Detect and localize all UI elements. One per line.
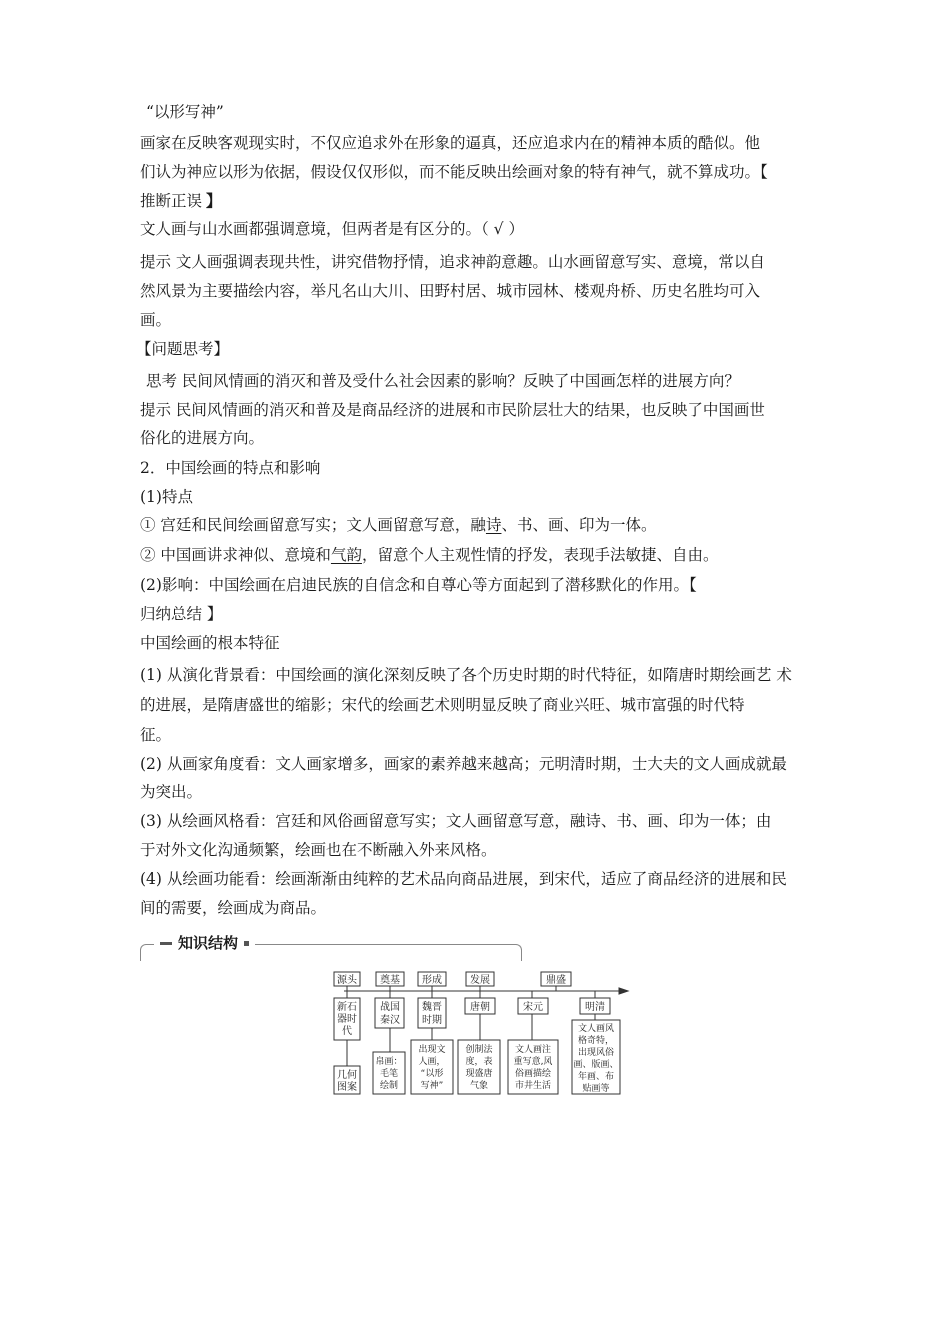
subheading: 中国绘画的根本特征 — [140, 634, 280, 652]
detail-label: 帛画： — [375, 1057, 403, 1067]
paragraph-line: (2) 从画家角度看：文人画家增多，画家的素养越来越高；元明清时期，士大夫的文人画成就最 — [140, 755, 787, 773]
period-label: 战国 — [380, 1002, 400, 1013]
paragraph-line: (1) 从演化背景看：中国绘画的演化深刻反映了各个历史时期的时代特征，如隋唐时期绘画艺 术 — [140, 666, 792, 684]
paragraph-line: 为突出。 — [140, 783, 203, 801]
detail-label: 市井生活 — [514, 1081, 552, 1091]
statement-line: 文人画与山水画都强调意境，但两者是有区分的。（ √ ） — [140, 220, 524, 238]
period-label: 宋元 — [523, 1002, 543, 1013]
list-item-text: ① 宫廷和民间绘画留意写实；文人画留意写意，融 — [140, 516, 486, 534]
period-label: 明清 — [585, 1002, 605, 1013]
stage-label: 形成 — [422, 975, 442, 986]
paragraph-line: 提示 文人画强调表现共性，讲究借物抒情，追求神韵意趣。山水画留意写实、意境，常以自 — [140, 253, 765, 271]
underlined-word: 气韵 — [330, 546, 362, 564]
detail-label: 贴画等 — [582, 1084, 610, 1094]
paragraph-line: 们认为神应以形为依据，假设仅仅形似，而不能反映出绘画对象的特有神气，就不算成功。【 — [140, 163, 768, 181]
detail-label: 写神” — [420, 1081, 444, 1091]
period-label: 新石 — [337, 1002, 357, 1013]
section-heading: 2．中国绘画的特点和影响 — [140, 459, 321, 477]
bracket-close: 】 — [206, 191, 222, 210]
label-judgment-text: 推断正误 — [140, 192, 203, 210]
period-label: 唐朝 — [470, 1002, 490, 1013]
detail-label: 毛笔 — [379, 1069, 399, 1079]
heading-yi-xing-xie-shen: “以形写神” — [146, 103, 224, 121]
list-item-text: 、书、画、印为一体。 — [501, 516, 657, 534]
detail-label: 度，表 — [465, 1057, 493, 1067]
period-label: 秦汉 — [380, 1015, 400, 1026]
detail-label: 现盛唐 — [465, 1069, 493, 1079]
detail-label: 文人画风 — [577, 1024, 615, 1034]
paragraph-line: 征。 — [140, 726, 172, 744]
detail-label: 年画、布 — [577, 1072, 615, 1082]
paragraph-line: 间的需要，绘画成为商品。 — [140, 899, 327, 917]
paragraph-line: (3) 从绘画风格看：宫廷和风俗画留意写实；文人画留意写意，融诗、书、画、印为一体；由 — [140, 812, 772, 830]
detail-label: 重写意,风 — [513, 1057, 553, 1067]
paragraph-line: 于对外文化沟通频繁，绘画也在不断融入外来风格。 — [140, 841, 497, 859]
paragraph-line: 画。 — [140, 311, 172, 329]
paragraph-line: 俗化的进展方向。 — [140, 429, 265, 447]
subheading: (1)特点 — [140, 488, 193, 506]
label-summary: 归纳总结 】 — [140, 605, 223, 623]
detail-label: 几何 — [337, 1070, 357, 1081]
detail-label: 图案 — [337, 1082, 357, 1093]
paragraph-line: 思考 民间风情画的消灭和普及受什么社会因素的影响？反映了中国画怎样的进展方向？ — [146, 372, 740, 390]
detail-label: 出现文 — [418, 1045, 446, 1055]
list-item-text: ，留意个人主观性情的抒发，表现手法敏捷、自由。 — [361, 546, 719, 564]
period-label: 时期 — [422, 1015, 442, 1026]
detail-label: 文人画注 — [514, 1045, 552, 1055]
period-label: 代 — [342, 1026, 352, 1037]
paragraph-line: 的进展，是隋唐盛世的缩影；宋代的绘画艺术则明显反映了商业兴旺、城市富强的时代特 — [140, 696, 745, 714]
timeline-arrowhead — [619, 988, 628, 994]
underlined-word: 诗 — [485, 516, 502, 534]
detail-label: 创制法 — [465, 1045, 493, 1055]
paragraph-line: (2)影响：中国绘画在启迪民族的自信念和自尊心等方面起到了潜移默化的作用。【 — [140, 576, 697, 594]
stage-label: 发展 — [470, 975, 490, 986]
detail-label: 气象 — [469, 1081, 489, 1091]
period-label: 魏晋 — [422, 1002, 442, 1013]
detail-label: 绘制 — [379, 1081, 399, 1091]
detail-label: 画、版画、 — [573, 1060, 619, 1070]
stage-label: 源头 — [337, 975, 357, 986]
stage-label: 奠基 — [380, 975, 400, 986]
paragraph-line: (4) 从绘画功能看：绘画渐渐由纯粹的艺术品向商品进展，到宋代，适应了商品经济的进展和民 — [140, 870, 787, 888]
stage-label: 鼎盛 — [546, 975, 566, 986]
paragraph-line: 提示 民间风情画的消灭和普及是商品经济的进展和市民阶层壮大的结果，也反映了中国画世 — [140, 401, 765, 419]
label-question-thinking: 【问题思考】 — [136, 340, 230, 358]
detail-label: “以形 — [420, 1069, 444, 1079]
paragraph-line: 然风景为主要描绘内容，举凡名山大川、田野村居、城市园林、楼观舟桥、历史名胜均可入 — [140, 282, 761, 300]
detail-label: 俗画描绘 — [514, 1069, 552, 1079]
period-label: 器时 — [337, 1014, 357, 1025]
section-title-text: 知识结构 — [178, 934, 239, 952]
paragraph-line: 画家在反映客观现实时，不仅应追求外在形象的逼真，还应追求内在的精神本质的酷似。他 — [140, 134, 761, 152]
detail-label: 人画， — [418, 1057, 446, 1067]
detail-label: 出现风俗 — [577, 1048, 615, 1058]
list-item-text: ② 中国画讲求神似、意境和 — [140, 546, 331, 564]
detail-label: 格奇特， — [577, 1036, 615, 1046]
